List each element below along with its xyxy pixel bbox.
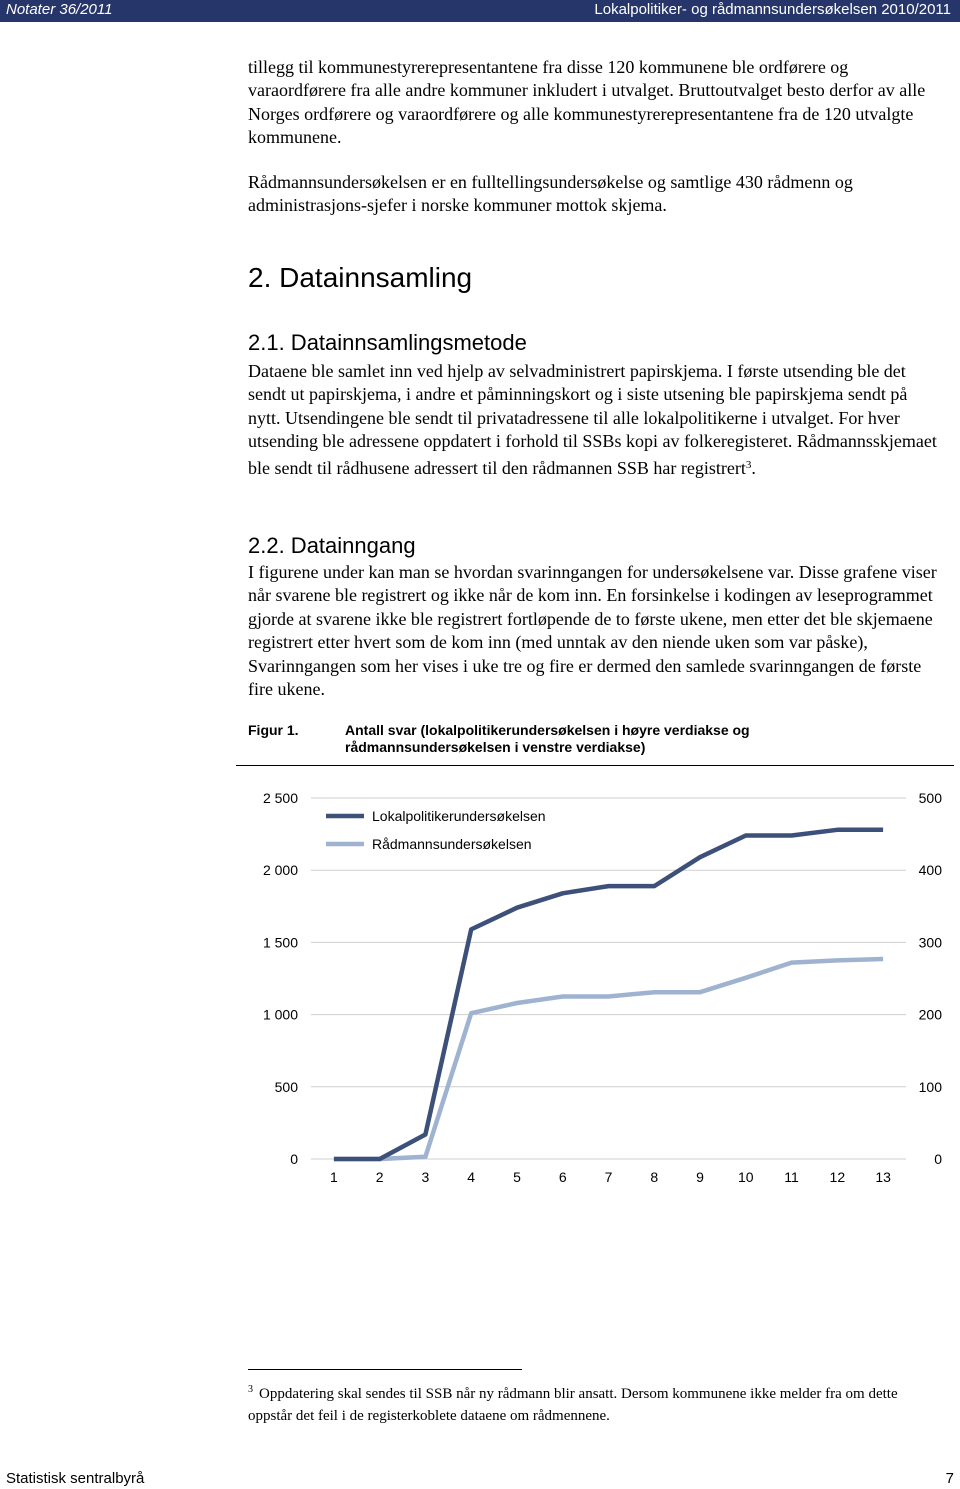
legend-label: Rådmannsundersøkelsen bbox=[372, 836, 532, 852]
series-line bbox=[334, 959, 883, 1159]
subsection-heading-intake: 2.2. Datainngang bbox=[248, 533, 416, 558]
left-axis-tick-label: 1 500 bbox=[262, 934, 298, 951]
report-title-label: Lokalpolitiker- og rådmannsundersøkelsen 2010/2011 bbox=[594, 1, 951, 18]
right-axis-tick-labels bbox=[919, 790, 943, 1167]
footnote-reference[interactable]: 3 bbox=[745, 458, 752, 471]
right-axis-tick-label: 500 bbox=[918, 790, 942, 806]
right-axis-tick-label: 400 bbox=[918, 862, 942, 879]
paragraph-intro-1: tillegg til kommunestyrerepresentantene fra disse 120 kommunene ble ordførere og varaordførere fra alle andre kommuner inkludert i utvalget. Bruttoutvalget besto derfor av alle Norges ordførere og varaordførere og alle kommunestyrerepresentantene fra de 120 utvalgte kommunene. bbox=[248, 57, 926, 148]
footnote-number: 3 bbox=[248, 1384, 253, 1395]
x-axis-tick-label: 1 bbox=[329, 1169, 338, 1185]
x-axis-tick-label: 3 bbox=[421, 1169, 430, 1185]
figure-title: Antall svar (lokalpolitikerundersøkelsen i høyre verdiakse og rådmannsundersøkelsen i venstre verdiakse) bbox=[345, 722, 750, 755]
page-number: 7 bbox=[945, 1470, 954, 1487]
chart-legend bbox=[314, 800, 550, 860]
x-axis-tick-labels bbox=[330, 1169, 891, 1185]
x-axis-tick-label: 10 bbox=[738, 1169, 754, 1185]
x-axis-tick-label: 9 bbox=[696, 1169, 704, 1185]
chart-series bbox=[334, 830, 883, 1159]
footnote bbox=[248, 1379, 938, 1427]
x-axis-tick-label: 11 bbox=[784, 1169, 799, 1185]
paragraph-method bbox=[248, 360, 938, 480]
left-axis-tick-label: 0 bbox=[290, 1151, 298, 1167]
right-axis-tick-label: 0 bbox=[934, 1151, 942, 1167]
x-axis-tick-label: 7 bbox=[604, 1169, 613, 1185]
right-axis-tick-label: 100 bbox=[918, 1078, 942, 1095]
paragraph-intro-2: Rådmannsundersøkelsen er en fulltellingsundersøkelse og samtlige 430 rådmenn og administrasjons-sjefer i norske kommuner mottok skjema. bbox=[248, 172, 853, 216]
legend-label: Lokalpolitikerundersøkelsen bbox=[372, 808, 546, 824]
page-footer bbox=[6, 1470, 954, 1487]
left-axis-tick-label: 2 000 bbox=[262, 862, 298, 879]
left-axis-tick-labels bbox=[263, 790, 298, 1167]
paragraph-method-end: . bbox=[751, 457, 756, 478]
report-series-label: Notater 36/2011 bbox=[6, 1, 113, 18]
x-axis-tick-label: 6 bbox=[558, 1169, 567, 1185]
figure-label: Figur 1. bbox=[248, 722, 299, 738]
right-axis-tick-label: 300 bbox=[918, 934, 942, 951]
x-axis-tick-label: 2 bbox=[375, 1169, 384, 1185]
figure-top-rule bbox=[236, 765, 954, 766]
footnote-rule bbox=[248, 1369, 522, 1370]
x-axis-tick-label: 5 bbox=[513, 1169, 521, 1185]
publisher-label: Statistisk sentralbyrå bbox=[6, 1470, 145, 1487]
response-line-chart bbox=[236, 770, 954, 1330]
left-axis-tick-label: 2 500 bbox=[262, 790, 298, 806]
left-axis-tick-label: 1 000 bbox=[262, 1006, 298, 1023]
paragraph-method-text: Dataene ble samlet inn ved hjelp av selvadministrert papirskjema. I første utsending ble det sendt ut papirskjema, i andre et påminningskort og i siste utsening ble papirskjema sendt på nytt. Utsendingene ble sendt til privatadressene til alle lokalpolitikerne i utvalget. For hver utsending ble adressene oppdatert i forhold til SSBs kopi av folkeregisteret. Rådmannsskjemaet ble sendt til rådhusene adressert til den rådmannen SSB har registrert bbox=[248, 361, 937, 478]
x-axis-tick-label: 8 bbox=[650, 1169, 659, 1185]
x-axis-tick-label: 13 bbox=[875, 1169, 891, 1185]
running-header bbox=[0, 0, 960, 22]
left-axis-tick-label: 500 bbox=[274, 1078, 298, 1095]
right-axis-tick-label: 200 bbox=[918, 1006, 942, 1023]
paragraph-intake: I figurene under kan man se hvordan svarinngangen for undersøkelsene var. Disse grafene viser når svarene ble registrert og ikke når de kom inn. En forsinkelse i kodingen av leseprogrammet gjorde at svarene ikke ble registrert fortløpende de to første ukene, men etter det ble skjemaene registrert etter hvert som de kom inn (med unntak av den niende uken som var påske), Svarinngangen som her vises i uke tre og fire er dermed den samlede svarinngangen de første fire ukene. bbox=[248, 562, 937, 700]
x-axis-tick-label: 12 bbox=[829, 1169, 846, 1185]
section-heading: 2. Datainnsamling bbox=[248, 262, 473, 293]
footnote-text: Oppdatering skal sendes til SSB når ny rådmann blir ansatt. Dersom kommunene ikke melder fra om dette oppstår det feil i de registerkoblete dataene om rådmennene. bbox=[248, 1386, 898, 1424]
subsection-heading-method: 2.1. Datainnsamlingsmetode bbox=[248, 330, 527, 355]
x-axis-tick-label: 4 bbox=[467, 1169, 476, 1185]
